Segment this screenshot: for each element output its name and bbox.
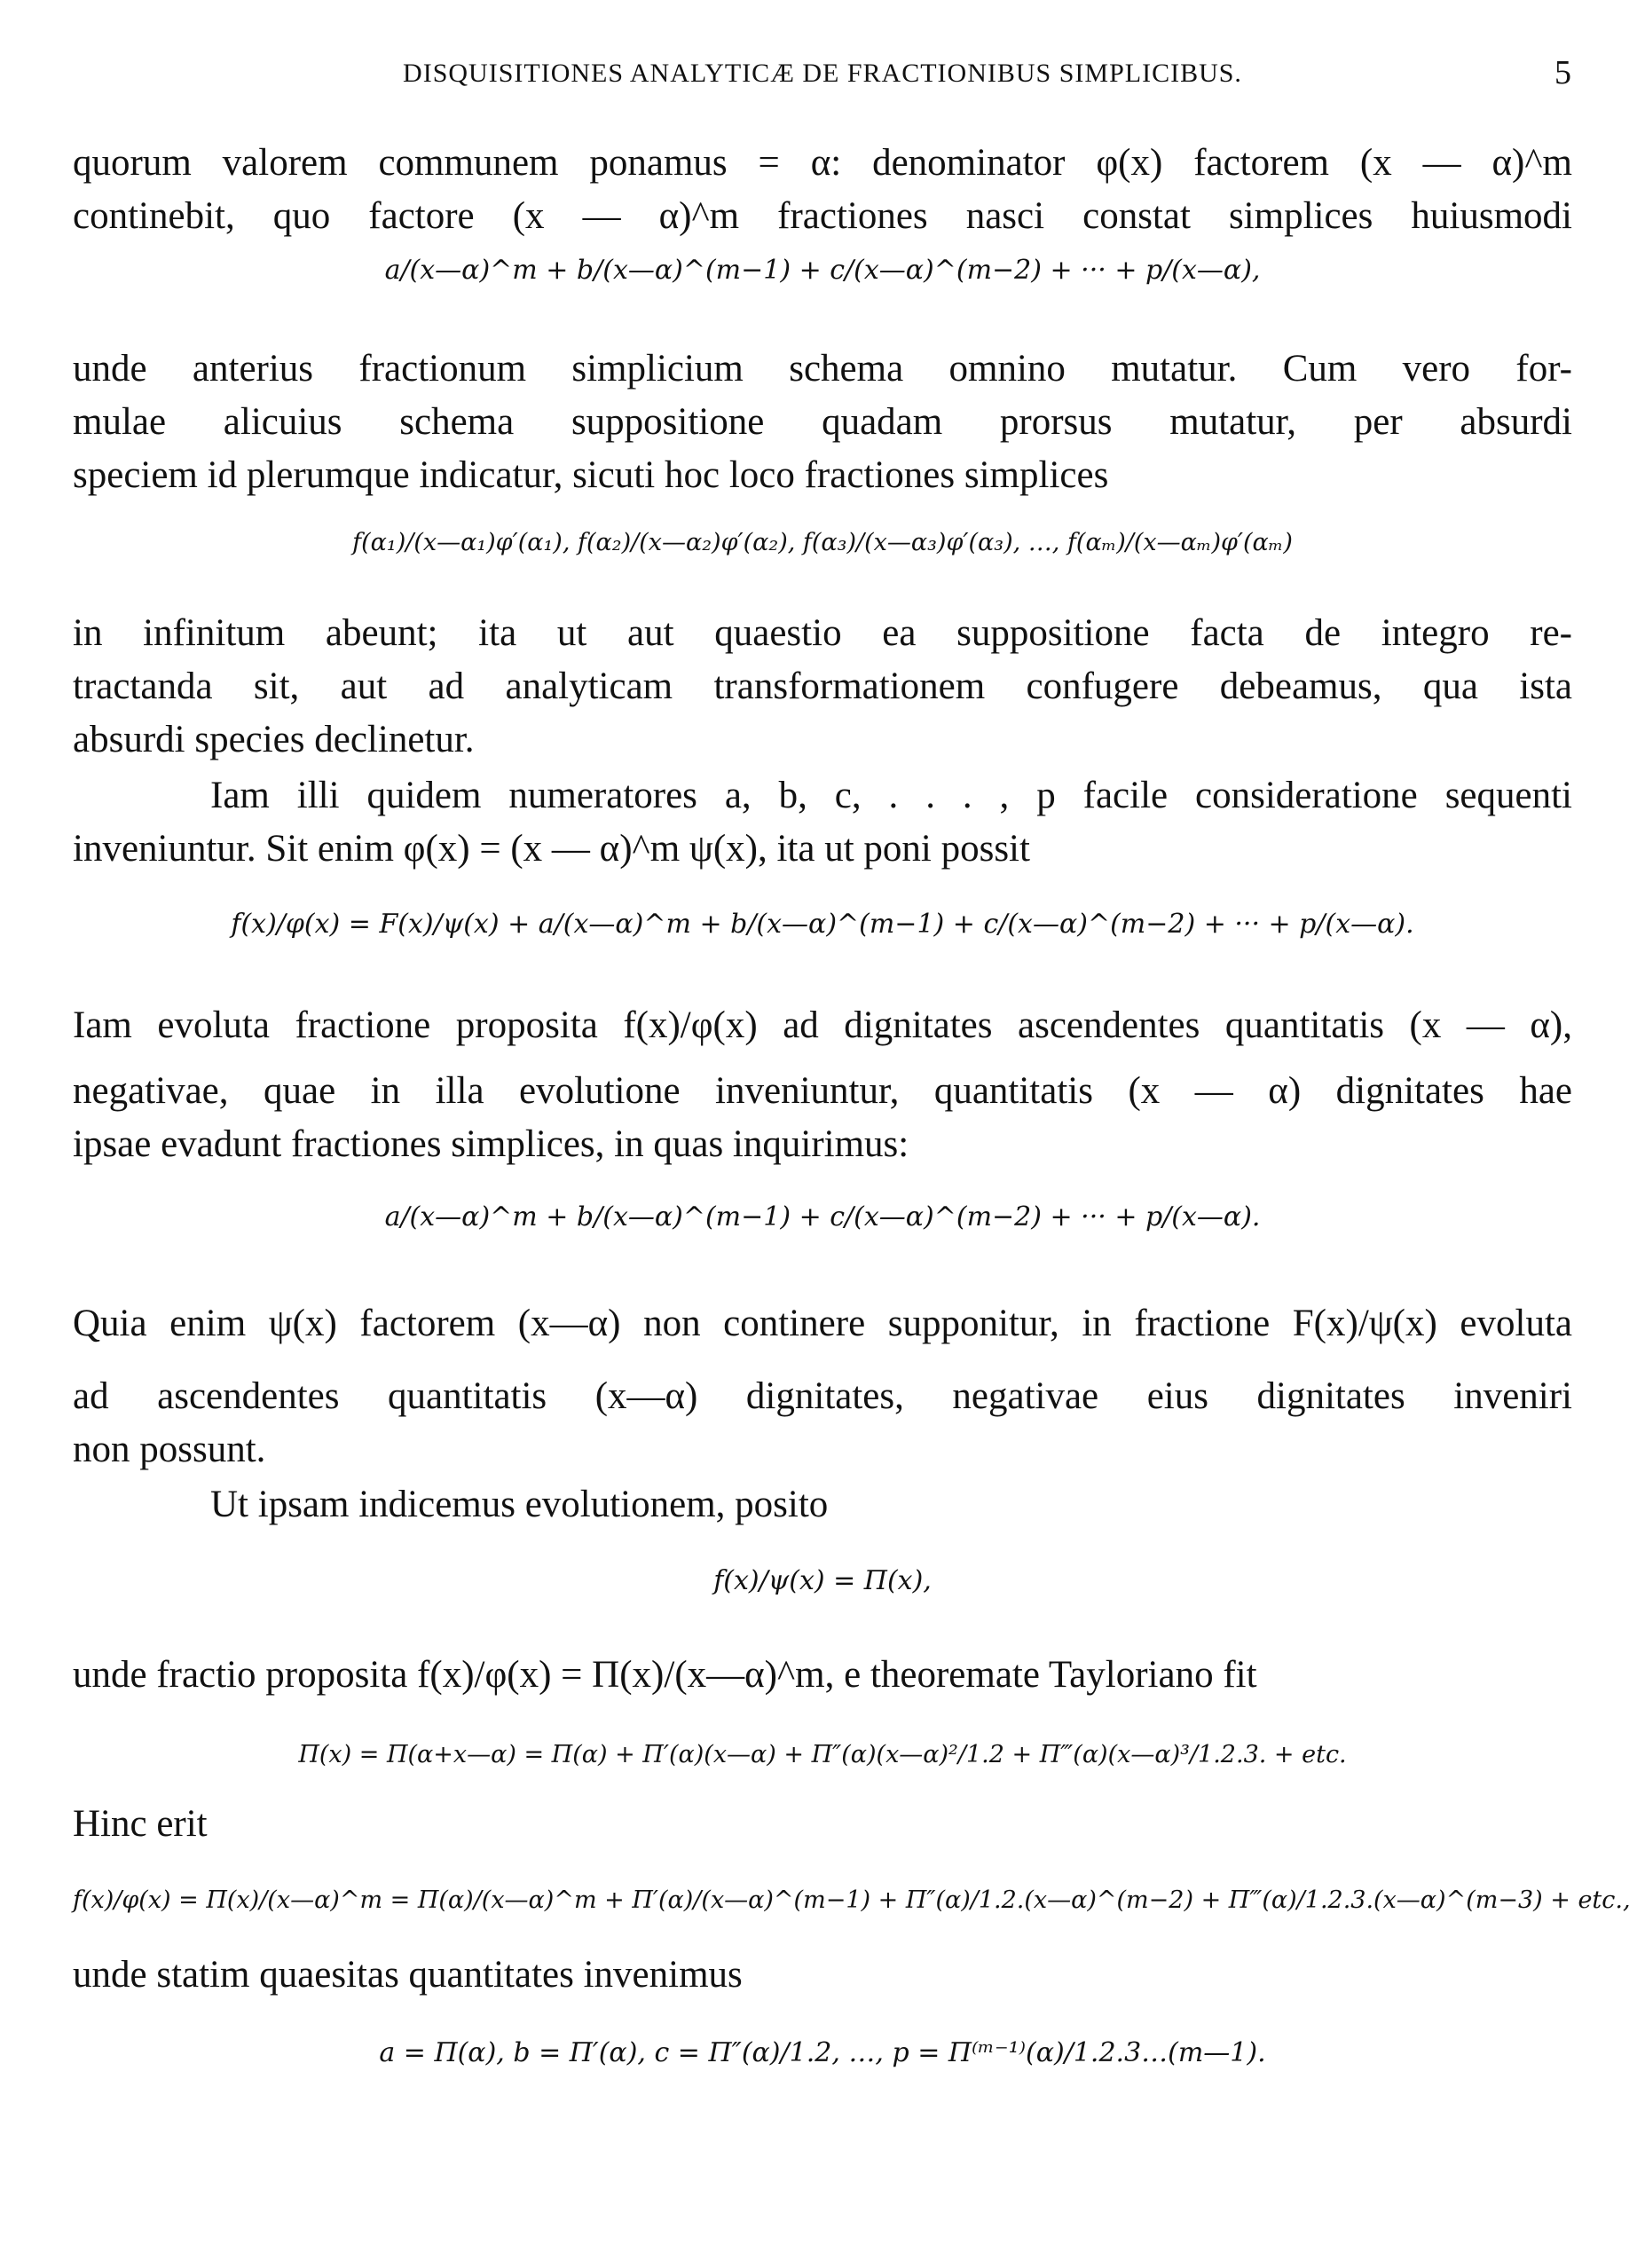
formula-simple-fractions: a/(x—α)^m + b/(x—α)^(m−1) + c/(x—α)^(m−2) + ··· + p/(x—α), xyxy=(384,255,1261,286)
book-page xyxy=(73,0,1631,2268)
paragraph-start: Ut ipsam indicemus evolutionem, posito xyxy=(210,1484,829,1525)
text-line: unde fractio proposita f(x)/φ(x) = Π(x)/(x—α)^m, e theoremate Tayloriano fit xyxy=(73,1654,1257,1696)
text-line: tractanda sit, aut ad analyticam transformationem confugere debeamus, qua ista xyxy=(73,665,1572,707)
text-line: unde statim quaesitas quantitates invenimus xyxy=(73,1954,743,1996)
text-line: ad ascendentes quantitatis (x—α) dignitates, negativae eius dignitates inveniri xyxy=(73,1375,1572,1417)
text-line: ipsae evadunt fractiones simplices, in quas inquirimus: xyxy=(73,1123,909,1165)
text-line: speciem id plerumque indicatur, sicuti hoc loco fractiones simplices xyxy=(73,454,1109,496)
formula-decomposition: f(x)/φ(x) = F(x)/ψ(x) + a/(x—α)^m + b/(x—α)^(m−1) + c/(x—α)^(m−2) + ··· + p/(x—α). xyxy=(231,909,1414,940)
formula-expansion: f(x)/φ(x) = Π(x)/(x—α)^m = Π(α)/(x—α)^m + Π′(α)/(x—α)^(m−1) + Π″(α)/1.2.(x—α)^(m−2) + Π‴(α)/1.2.3.(x—α)^(m−3) + etc., xyxy=(73,1886,1631,1914)
text-line: mulae alicuius schema suppositione quadam prorsus mutatur, per absurdi xyxy=(73,401,1572,443)
formula-negative-powers: a/(x—α)^m + b/(x—α)^(m−1) + c/(x—α)^(m−2) + ··· + p/(x—α). xyxy=(384,1201,1261,1232)
text-line: Iam evoluta fractione proposita f(x)/φ(x) ad dignitates ascendentes quantitatis (x — α), xyxy=(73,1004,1572,1046)
text-line: absurdi species declinetur. xyxy=(73,719,475,760)
paragraph-start: Iam illi quidem numeratores a, b, c, . . . , p facile consideratione sequenti xyxy=(210,775,1572,816)
formula-pi-definition: f(x)/ψ(x) = Π(x), xyxy=(713,1565,932,1596)
text-line: Quia enim ψ(x) factorem (x—α) non continere supponitur, in fractione F(x)/ψ(x) evoluta xyxy=(73,1303,1572,1344)
text-line: negativae, quae in illa evolutione inveniuntur, quantitatis (x — α) dignitates hae xyxy=(73,1070,1572,1112)
running-title: DISQUISITIONES ANALYTICÆ DE FRACTIONIBUS SIMPLICIBUS. xyxy=(403,59,1242,88)
text-line: inveniuntur. Sit enim φ(x) = (x — α)^m ψ(x), ita ut poni possit xyxy=(73,828,1030,870)
text-line: unde anterius fractionum simplicium schema omnino mutatur. Cum vero for- xyxy=(73,348,1572,390)
text-line: non possunt. xyxy=(73,1429,266,1470)
formula-taylor: Π(x) = Π(α+x—α) = Π(α) + Π′(α)(x—α) + Π″(α)(x—α)²/1.2 + Π‴(α)(x—α)³/1.2.3. + etc. xyxy=(298,1741,1347,1768)
formula-root-fractions: f(α₁)/(x—α₁)φ′(α₁), f(α₂)/(x—α₂)φ′(α₂), f(α₃)/(x—α₃)φ′(α₃), …, f(αₘ)/(x—αₘ)φ′(αₘ) xyxy=(352,529,1293,556)
page-number: 5 xyxy=(1554,54,1572,91)
text-line: in infinitum abeunt; ita ut aut quaestio ea suppositione facta de integro re- xyxy=(73,612,1572,654)
formula-numerators: a = Π(α), b = Π′(α), c = Π″(α)/1.2, …, p = Π⁽ᵐ⁻¹⁾(α)/1.2.3…(m—1). xyxy=(379,2037,1266,2068)
text-line: quorum valorem communem ponamus = α: denominator φ(x) factorem (x — α)^m xyxy=(73,142,1572,184)
text-line: Hinc erit xyxy=(73,1803,208,1845)
running-header xyxy=(73,54,1572,103)
text-line: continebit, quo factore (x — α)^m fractiones nasci constat simplices huiusmodi xyxy=(73,195,1572,237)
